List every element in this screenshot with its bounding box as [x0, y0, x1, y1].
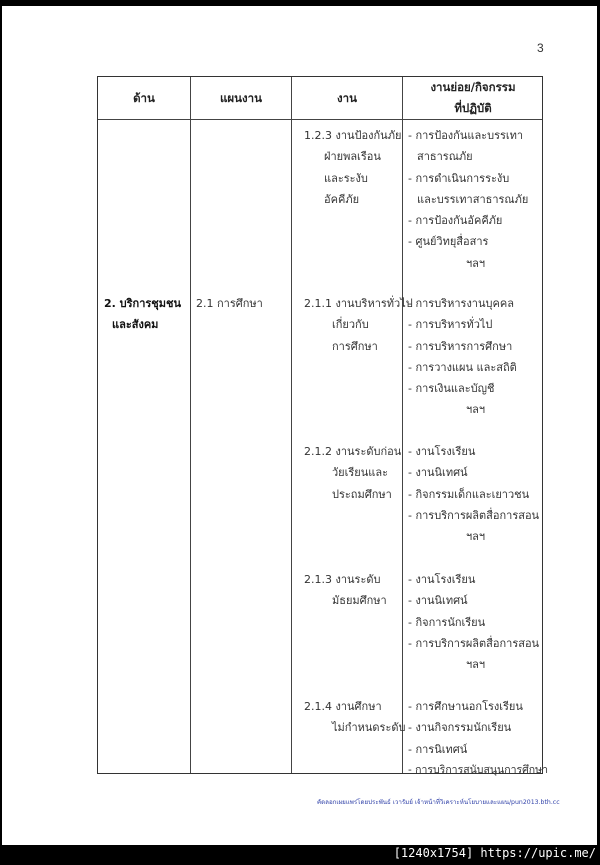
task-cell: 2.1.1 งานบริหารทั่วไป เกี่ยวกับ การศึกษา — [304, 297, 413, 353]
task-cell: 2.1.4 งานศึกษา ไม่กำหนดระดับ — [304, 700, 406, 735]
header-aspect: ด้าน — [133, 90, 155, 105]
activities-cell: - งานโรงเรียน - งานนิเทศน์ - กิจการนักเรียน - การบริการผลิตสื่อการสอน ฯลฯ — [408, 573, 540, 672]
activities-cell: - การศึกษานอกโรงเรียน - งานกิจกรรมนักเรียน - การนิเทศน์ - การบริการสนับสนุนการศึกษา — [408, 700, 548, 776]
task-cell: 2.1.2 งานระดับก่อน วัยเรียนและ ประถมศึกษา — [304, 445, 402, 501]
task-cell: 1.2.3 งานป้องกันภัย ฝ่ายพลเรือน และระงับ อัคคีภัย — [304, 129, 402, 206]
column-divider — [190, 77, 191, 773]
header-activities: งานย่อย/กิจกรรม ที่ปฏิบัติ — [430, 80, 516, 115]
activities-cell: - การบริหารงานบุคคล - การบริหารทั่วไป - การบริหารการศึกษา - การวางแผน และสถิติ - การเงินและบัญชี ฯลฯ — [408, 297, 517, 417]
header-plan: แผนงาน — [220, 90, 262, 105]
column-divider — [291, 77, 292, 773]
activities-cell: - การป้องกันและบรรเทา สาธารณภัย - การดำเนินการระงับ และบรรเทาสาธารณภัย - การป้องกันอัคคีภัย - ศูนย์วิทยุสื่อสาร ฯลฯ — [408, 129, 529, 270]
activities-cell: - งานโรงเรียน - งานนิเทศน์ - กิจกรรมเด็กและเยาวชน - การบริการผลิตสื่อการสอน ฯลฯ — [408, 445, 540, 544]
image-watermark: [1240x1754] https://upic.me/ — [393, 846, 596, 860]
page-number: 3 — [537, 41, 544, 55]
task-cell: 2.1.3 งานระดับ มัธยมศึกษา — [304, 573, 387, 608]
header-divider — [98, 119, 542, 120]
document-page — [2, 6, 597, 845]
column-divider — [402, 77, 403, 773]
plan-cell: 2.1 การศึกษา — [196, 297, 263, 310]
footer-credit: คัดลอกเผยแพร่โดยประพันธ์ เวารัมย์ เจ้าหน้าที่วิเคราะห์นโยบายและแผน/pun2013.bth.cc — [317, 799, 560, 806]
header-task: งาน — [337, 90, 357, 105]
aspect-line-1: 2. บริการชุมชน — [104, 297, 181, 310]
aspect-line-2: และสังคม — [112, 318, 159, 331]
work-plan-table — [97, 76, 548, 776]
